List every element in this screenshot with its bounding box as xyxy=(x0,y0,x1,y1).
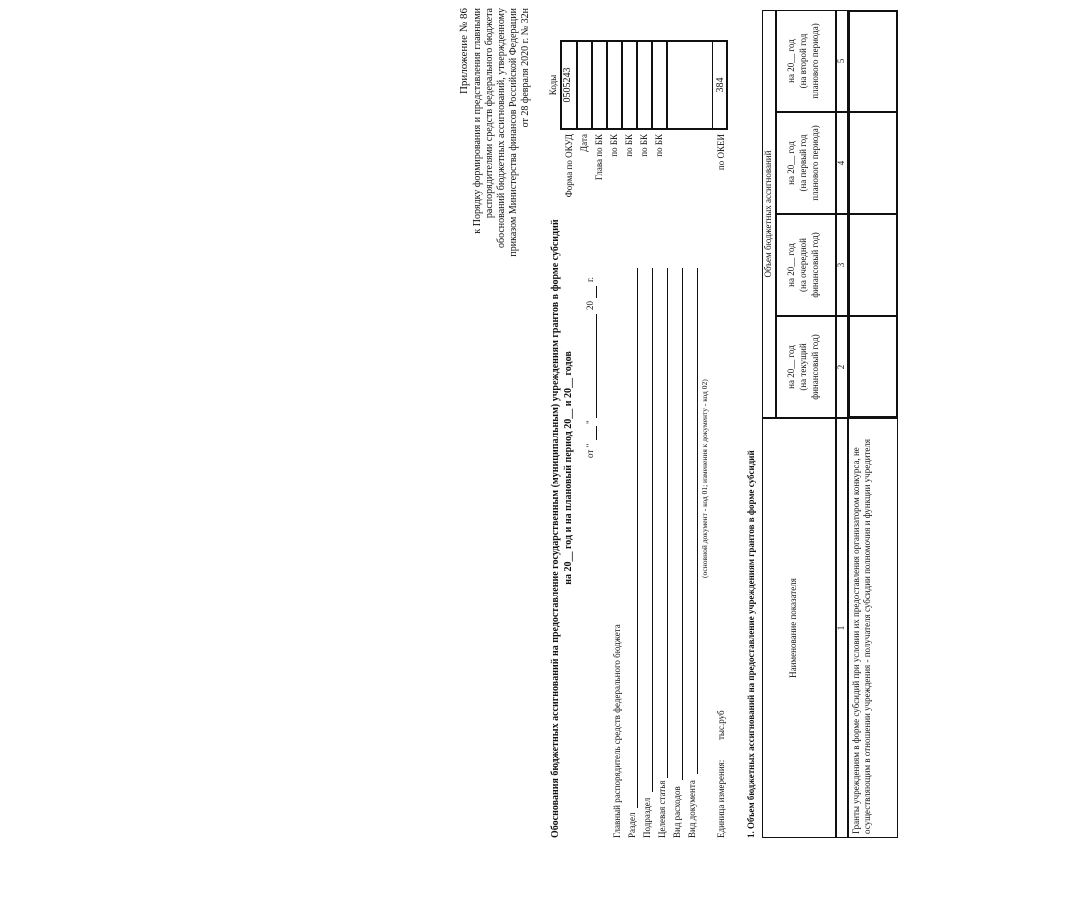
label-okei: по ОКЕИ xyxy=(716,134,726,171)
date-day-line xyxy=(596,426,597,440)
code-cell-date xyxy=(577,40,592,130)
th-col-5-l3: планового периода) xyxy=(810,23,820,99)
doc-type-hint: (основной документ - код 01; изменения к документу - код 02) xyxy=(700,379,709,578)
th-col-3-l2: (на очередной xyxy=(798,238,808,292)
field-podrazdel-line xyxy=(652,268,653,792)
th-col-5-l1: на 20__ год xyxy=(786,39,796,83)
row-label-text: Гранты учреждениям в форме субсидий при условии их предоставления организатором конкурса, не осуществляющим в отношении учреждения - получателя субсидии полномочия и функции учредителя xyxy=(851,438,872,834)
row-value-col-2 xyxy=(848,316,898,418)
label-bk-4: по БК xyxy=(654,134,664,157)
unit-label: Единица измерения: xyxy=(716,759,726,838)
label-bk-3: по БК xyxy=(639,134,649,157)
row-value-col-5 xyxy=(848,10,898,112)
field-vid-raskhodov: Вид расходов xyxy=(672,786,682,838)
rotated-landscape-form xyxy=(446,0,1066,878)
th-col-4-l3: планового периода) xyxy=(810,125,820,201)
field-podrazdel: Подраздел xyxy=(642,797,652,838)
document-title: Обоснования бюджетных ассигнований на предоставление государственным (муниципальным) учреждениям грантов в форме субсидий xyxy=(550,219,561,838)
date-month-line xyxy=(596,314,597,418)
th-group-text: Объем бюджетных ассигнований xyxy=(763,150,773,278)
field-vid-dokumenta: Вид документа xyxy=(687,780,697,838)
appendix-line-4: приказом Министерства финансов Российской Федерации xyxy=(508,8,519,257)
date-g: г. xyxy=(585,277,595,282)
code-cell-bk-1 xyxy=(607,40,622,130)
row-value-col-4 xyxy=(848,112,898,214)
document-subtitle: на 20__ год и на плановый период 20__ и 20__ годов xyxy=(563,351,574,585)
code-okud-value: 0505243 xyxy=(562,67,573,103)
th-col-3-l3: финансовый год) xyxy=(810,232,820,298)
code-cell-bk-3 xyxy=(637,40,652,130)
date-year: 20 xyxy=(585,301,595,310)
field-razdel: Раздел xyxy=(627,812,637,838)
codes-header: Коды xyxy=(548,74,558,96)
num-4: 4 xyxy=(836,160,846,166)
code-cell-glava xyxy=(592,40,607,130)
th-col-2-l1: на 20__ год xyxy=(786,345,796,389)
th-name xyxy=(762,418,836,838)
date-year-line xyxy=(596,286,597,298)
label-date: Дата xyxy=(579,134,589,152)
th-col-5-l2: (на второй год xyxy=(798,33,808,89)
num-3: 3 xyxy=(836,262,846,268)
th-col-2-l2: (на текущий xyxy=(798,343,808,391)
code-okei-value: 384 xyxy=(715,77,726,93)
code-cell-bk-4 xyxy=(652,40,667,130)
label-bk-1: по БК xyxy=(609,134,619,157)
code-cell-empty xyxy=(667,40,713,130)
date-quote: " xyxy=(585,420,595,424)
appendix-line-2: распорядителями средств федерального бюджета xyxy=(484,8,495,219)
num-1: 1 xyxy=(836,625,846,631)
section1-title: 1. Объем бюджетных ассигнований на предоставление учреждениям грантов в форме субсидий xyxy=(746,450,756,838)
label-bk-2: по БК xyxy=(624,134,634,157)
date-ot: от " xyxy=(585,443,595,458)
appendix-line-3: обоснований бюджетных ассигнований, утвержденному xyxy=(496,8,507,248)
num-2: 2 xyxy=(836,364,846,370)
field-celevaya-statya-line xyxy=(667,268,668,778)
label-glava-bk: Глава по БК xyxy=(594,134,604,181)
unit-value: тыс.руб xyxy=(716,710,726,740)
field-razdel-line xyxy=(637,268,638,808)
field-vid-raskhodov-line xyxy=(682,268,683,780)
th-name-text: Наименование показателя xyxy=(788,578,798,678)
th-col-3-l1: на 20__ год xyxy=(786,243,796,287)
code-cell-bk-2 xyxy=(622,40,637,130)
appendix-title: Приложение № 86 xyxy=(458,8,470,95)
th-col-4-l2: (на первый год xyxy=(798,134,808,192)
th-col-2-l3: финансовый год) xyxy=(810,334,820,400)
field-glavny-rasporyaditel: Главный распорядитель средств федерального бюджета xyxy=(612,624,622,838)
field-vid-dokumenta-line xyxy=(697,268,698,774)
field-celevaya-statya: Целевая статья xyxy=(657,780,667,838)
appendix-line-5: от 28 февраля 2020 г. № 32н xyxy=(520,8,531,128)
appendix-line-1: к Порядку формирования и представления главными xyxy=(472,8,483,234)
row-value-col-3 xyxy=(848,214,898,316)
num-5: 5 xyxy=(836,58,846,64)
th-col-4-l1: на 20__ год xyxy=(786,141,796,185)
label-okud: Форма по ОКУД xyxy=(564,134,574,198)
